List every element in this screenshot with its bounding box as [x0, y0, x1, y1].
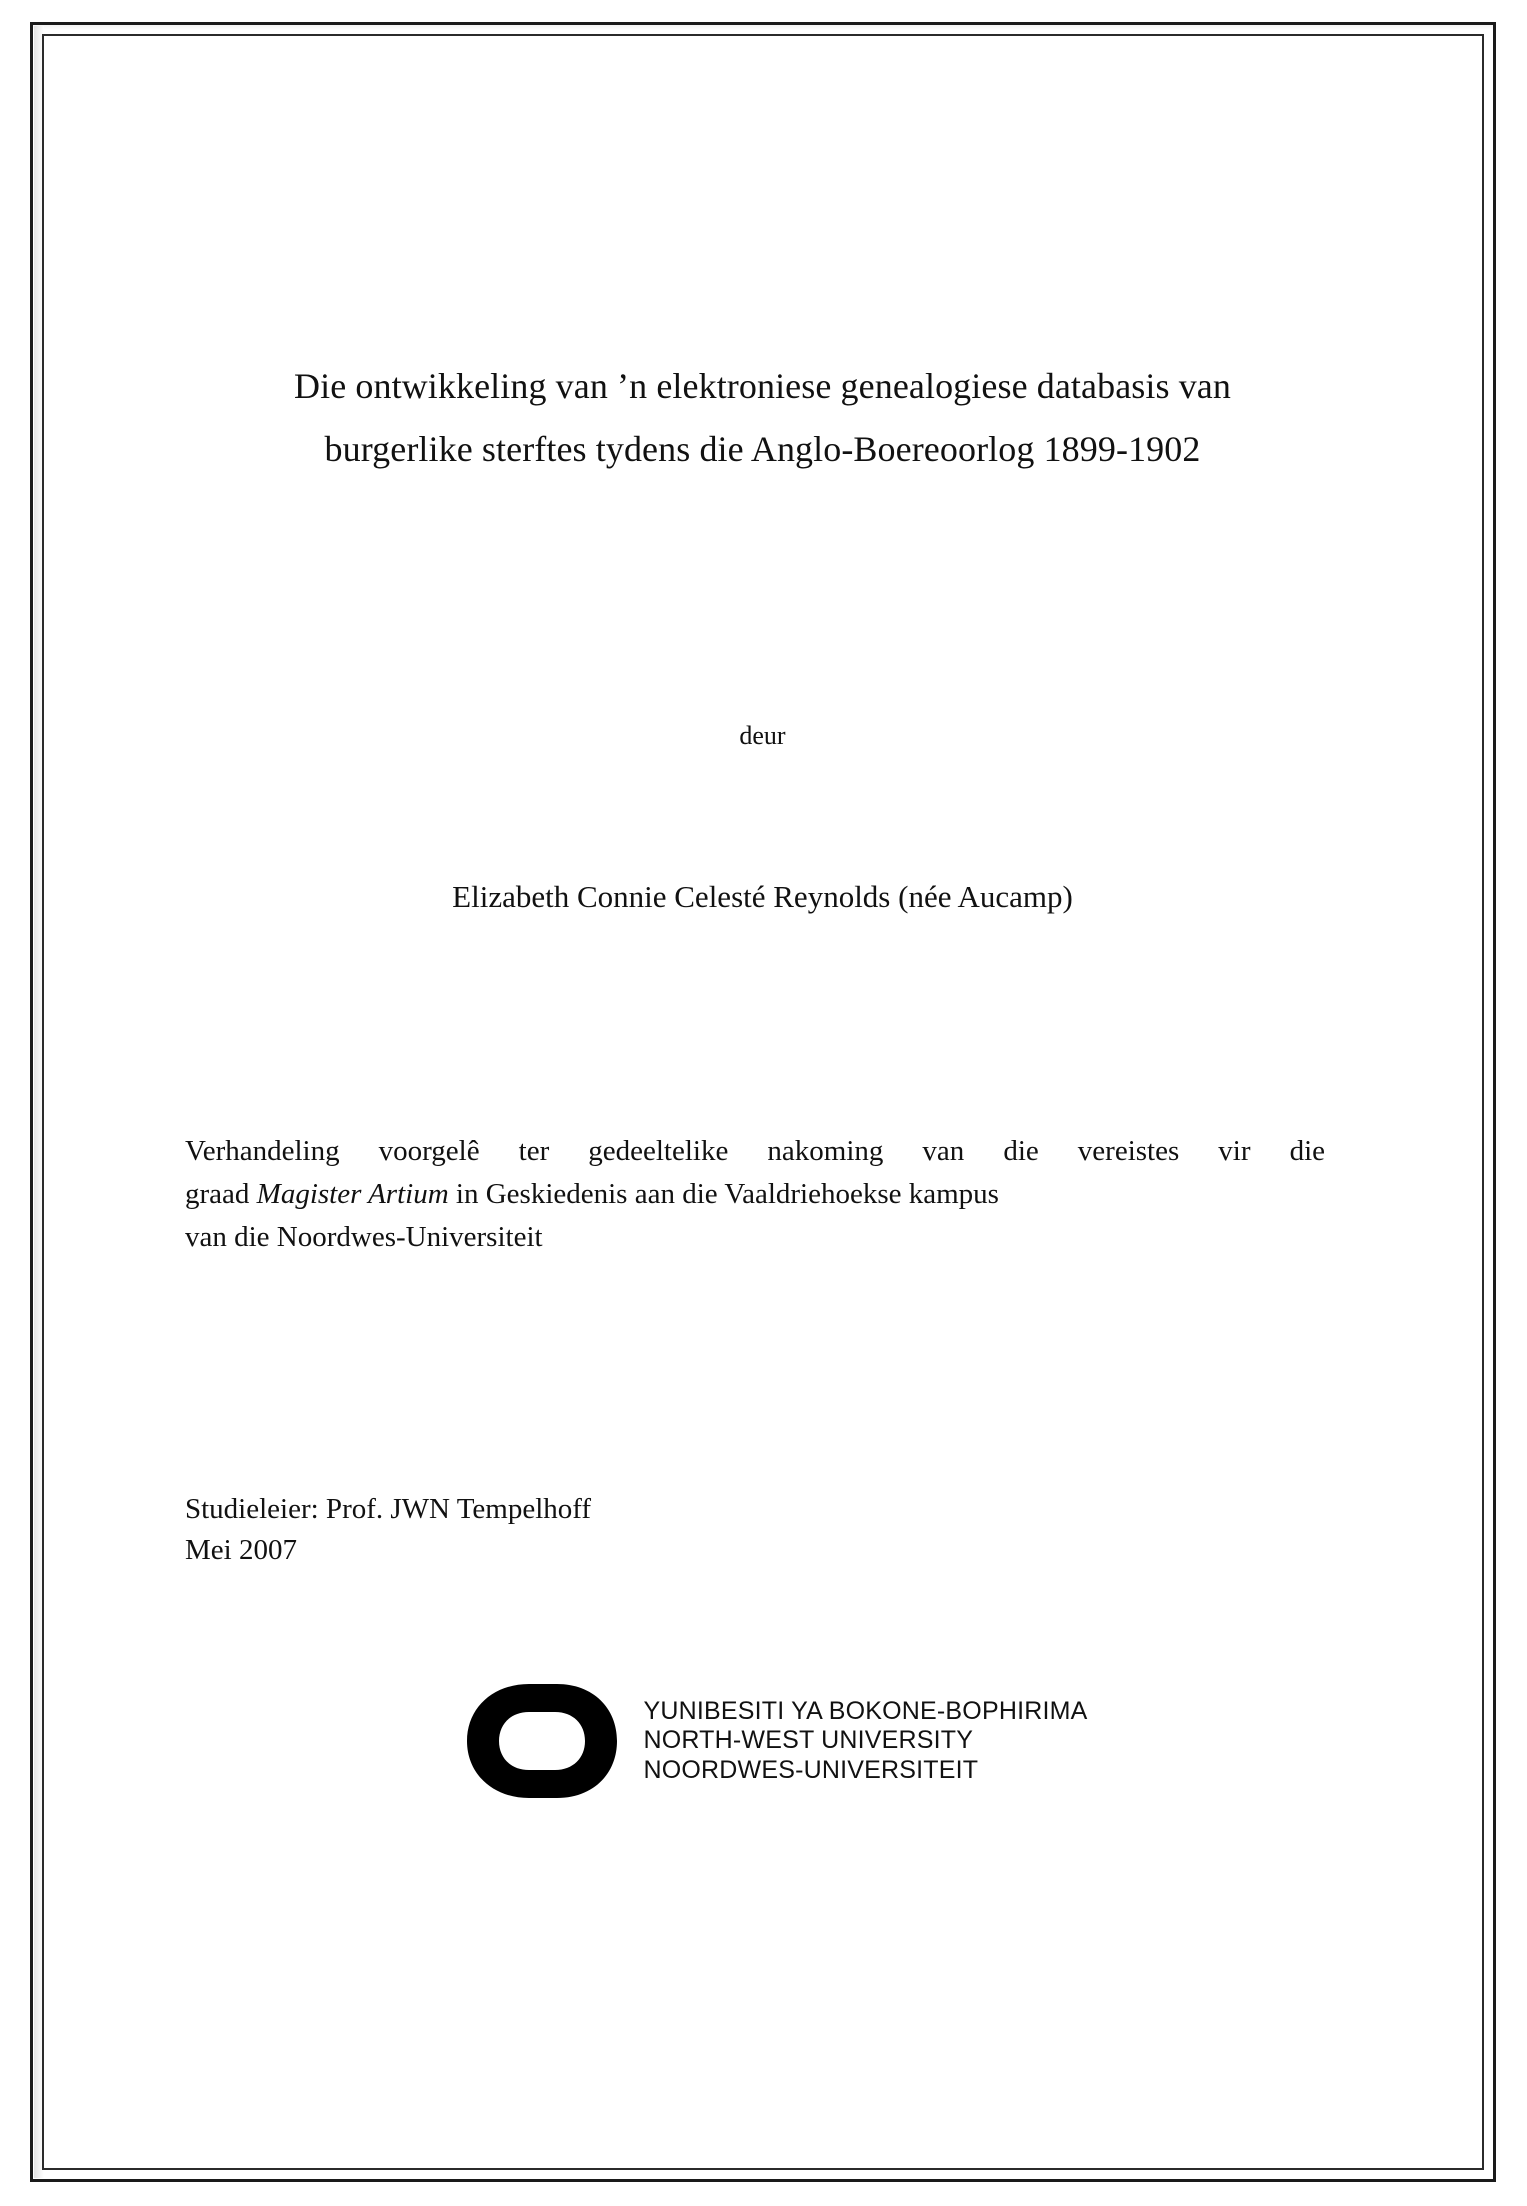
title-line-2: burgerlike sterftes tydens die Anglo-Boereoorlog 1899-1902 — [324, 429, 1201, 469]
north-west-university-logo-icon — [437, 1666, 637, 1816]
logo-text-line-3: NOORDWES-UNIVERSITEIT — [643, 1755, 979, 1784]
title-page-content — [185, 355, 1340, 1816]
degree-statement-line-1: Verhandeling voorgelê ter gedeeltelike nakoming van die vereistes vir die — [185, 1135, 1325, 1167]
logo-text-line-1: YUNIBESITI YA BOKONE-BOPHIRIMA — [643, 1696, 1088, 1725]
author-name: Elizabeth Connie Celesté Reynolds (née Aucamp) — [452, 879, 1073, 914]
degree-name-italic: Magister Artium — [256, 1177, 449, 1210]
degree-statement-line-2-before: graad — [185, 1177, 257, 1210]
title-line-1: Die ontwikkeling van ’n elektroniese genealogiese databasis van — [294, 366, 1231, 406]
degree-statement-line-2 — [185, 1173, 1325, 1216]
university-logo — [185, 1666, 1340, 1816]
degree-statement-line-3: van die Noordwes-Universiteit — [185, 1220, 543, 1253]
supervisor-line: Studieleier: Prof. JWN Tempelhoff — [185, 1492, 592, 1525]
document-title — [185, 355, 1340, 481]
date-line: Mei 2007 — [185, 1533, 297, 1566]
university-logo-text — [637, 1697, 1087, 1786]
degree-statement-line-2-after: in Geskiedenis aan die Vaaldriehoekse kampus — [448, 1177, 999, 1210]
supervisor-and-date — [185, 1489, 1340, 1571]
logo-text-line-2: NORTH-WEST UNIVERSITY — [643, 1726, 974, 1755]
degree-statement — [185, 1130, 1325, 1259]
by-label: deur — [739, 721, 786, 750]
